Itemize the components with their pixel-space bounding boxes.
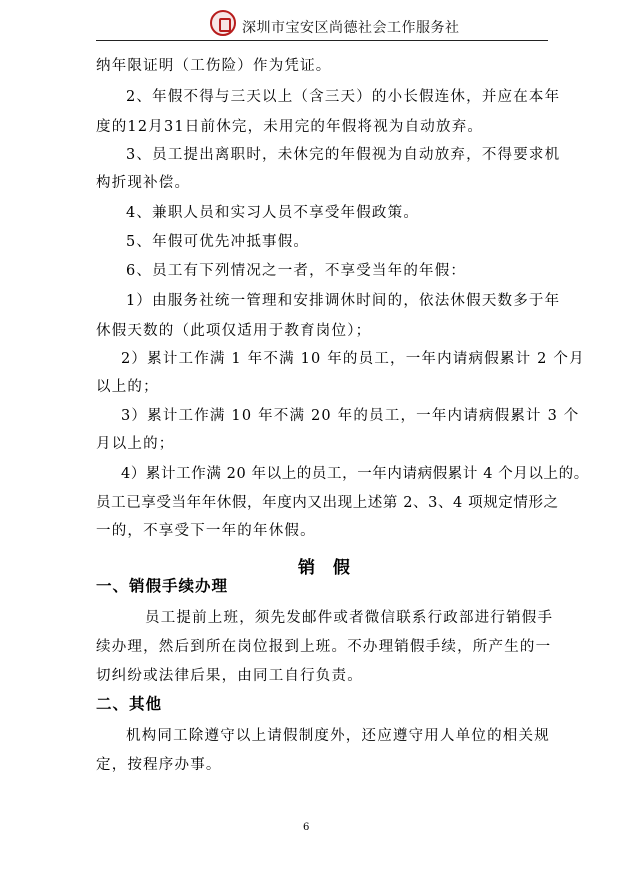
body-line: 以上的； bbox=[96, 379, 159, 395]
organization-name: 深圳市宝安区尚德社会工作服务社 bbox=[242, 20, 460, 36]
body-line: 3）累计工作满 10 年不满 20 年的员工，一年内请病假累计 3 个 bbox=[121, 408, 580, 424]
body-line: 度的12月31日前休完，未用完的年假将视为自动放弃。 bbox=[96, 119, 484, 135]
body-line: 切纠纷或法律后果，由同工自行负责。 bbox=[96, 668, 363, 684]
body-line: 员工提前上班，须先发邮件或者微信联系行政部进行销假手 bbox=[145, 610, 554, 626]
body-line: 2、年假不得与三天以上（含三天）的小长假连休，并应在本年 bbox=[126, 89, 561, 105]
body-line: 4、兼职人员和实习人员不享受年假政策。 bbox=[126, 205, 420, 221]
body-line: 纳年限证明（工伤险）作为凭证。 bbox=[96, 58, 332, 74]
body-line: 员工已享受当年年休假，年度内又出现上述第 2、3、4 项规定情形之 bbox=[96, 495, 559, 511]
body-line: 月以上的； bbox=[96, 436, 175, 452]
body-line: 5、年假可优先冲抵事假。 bbox=[126, 234, 310, 250]
body-line: 休假天数的（此项仅适用于教育岗位）； bbox=[96, 323, 372, 339]
page-number: 6 bbox=[303, 822, 310, 833]
body-line: 定，按程序办事。 bbox=[96, 757, 222, 773]
section-title: 销 假 bbox=[298, 558, 356, 578]
body-line: 续办理，然后到所在岗位报到上班。不办理销假手续，所产生的一 bbox=[96, 639, 552, 655]
body-line: 构折现补偿。 bbox=[96, 175, 191, 191]
body-line: 机构同工除遵守以上请假制度外，还应遵守用人单位的相关规 bbox=[126, 728, 550, 744]
organization-logo-icon bbox=[210, 10, 236, 36]
body-line: 1）由服务社统一管理和安排调休时间的，依法休假天数多于年 bbox=[126, 293, 561, 309]
section-heading: 一、销假手续办理 bbox=[96, 577, 229, 595]
body-line: 2）累计工作满 1 年不满 10 年的员工，一年内请病假累计 2 个月 bbox=[121, 351, 585, 367]
body-line: 3、员工提出离职时，未休完的年假视为自动放弃，不得要求机 bbox=[126, 147, 561, 163]
body-line: 一的，不享受下一年的年休假。 bbox=[96, 523, 316, 539]
body-line: 6、员工有下列情况之一者，不享受当年的年假： bbox=[126, 263, 467, 279]
page-header bbox=[96, 10, 548, 41]
body-line: 4）累计工作满 20 年以上的员工，一年内请病假累计 4 个月以上的。 bbox=[121, 466, 589, 482]
section-heading: 二、其他 bbox=[96, 695, 163, 713]
